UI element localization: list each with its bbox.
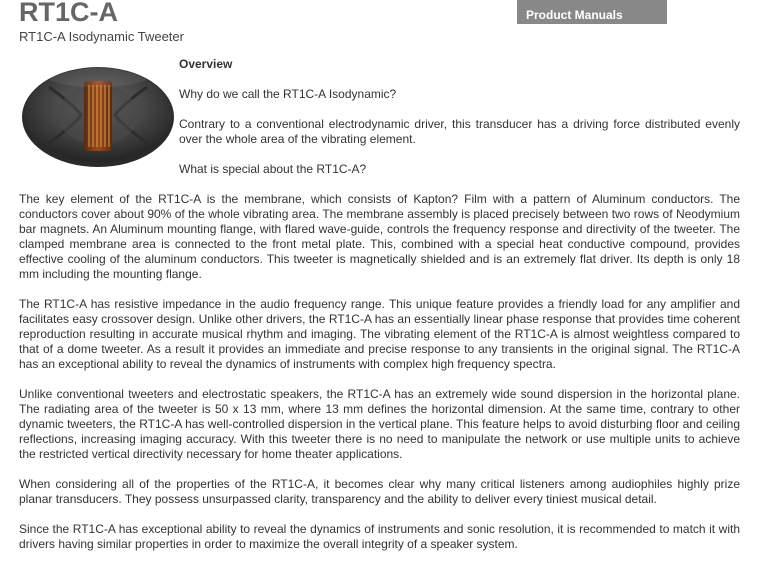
product-subtitle: RT1C-A Isodynamic Tweeter [19,29,184,44]
body-paragraph-5: Since the RT1C-A has exceptional ability to reveal the dynamics of instruments and sonic resolution, it is recommended to match it with drivers having similar properties in order to maximize the overall integrity of a speaker system. [19,522,740,551]
body-paragraph-4: When considering all of the properties of the RT1C-A, it becomes clear why many critical listeners among audiophiles highly prize planar transducers. They possess unsurpassed clarity, transparency and the ability to deliver every tiniest musical detail. [19,477,740,506]
product-manuals-tab[interactable]: Product Manuals [517,0,667,24]
overview-question-2: What is special about the RT1C-A? [179,162,367,176]
product-title: RT1C-A [19,0,118,27]
overview-heading: Overview [179,57,233,71]
highlight [48,67,148,87]
body-paragraph-1: The key element of the RT1C-A is the membrane, which consists of Kapton? Film with a pattern of Aluminum conductors. The conductors cover about 90% of the whole vibrating area. The membrane assembly is placed precisely between two rows of Neodymium bar magnets. An Aluminum mounting flange, with flared wave-guide, controls the frequency response and directivity of the tweeter. The clamped membrane area is connected to the front metal plate. This, combined with a special heat conductive compound, provides effective cooling of the aluminum conductors. This tweeter is magnetically shielded and is an extremely flat driver. Its depth is only 18 mm including the mounting flange. [19,192,740,281]
body-paragraph-2: The RT1C-A has resistive impedance in the audio frequency range. This unique feature provides a friendly load for any amplifier and facilitates easy crossover design. Unlike other drivers, the RT1C-A has an essentially linear phase response that provides time coherent reproduction resulting in accurate musical rhythm and imaging. The vibrating element of the RT1C-A is almost weightless compared to that of a dome tweeter. As a result it provides an immediate and precise response to any transients in the original signal. The RT1C-A has an exceptional ability to reveal the dynamics of instruments with complex high frequency spectra. [19,297,740,371]
overview-answer-1: Contrary to a conventional electrodynamic driver, this transducer has a driving force distributed evenly over the whole area of the vibrating element. [179,117,740,146]
membrane-strip [84,81,112,151]
product-description [19,57,740,567]
tweeter-photo-icon [19,57,177,171]
overview-question-1: Why do we call the RT1C-A Isodynamic? [179,87,397,101]
body-paragraph-3: Unlike conventional tweeters and electrostatic speakers, the RT1C-A has an extremely wide sound dispersion in the horizontal plane. The radiating area of the tweeter is 50 x 13 mm, where 13 mm defines the horizontal dimension. At the same time, contrary to other dynamic tweeters, the RT1C-A has well-controlled dispersion in the vertical plane. This feature helps to avoid disturbing floor and ceiling reflections, increasing imaging accuracy. With this tweeter there is no need to manipulate the network or use multiple units to achieve the restricted vertical directivity necessary for home theater applications. [19,387,740,461]
tweeter-image [19,57,177,171]
